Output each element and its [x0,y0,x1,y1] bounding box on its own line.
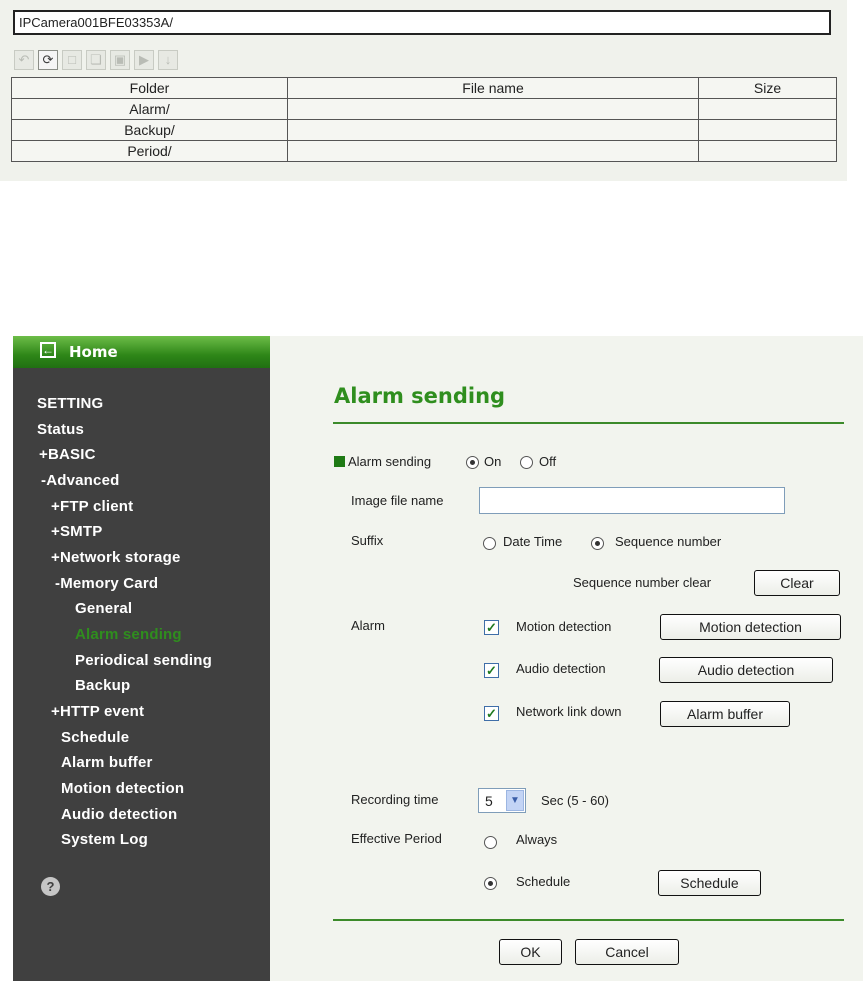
bottom-divider [333,919,844,921]
folder-cell[interactable]: Period/ [12,141,288,162]
alarm-sending-label: Alarm sending [348,454,432,469]
recording-time-value: 5 [485,793,493,809]
alarm-buffer-button[interactable]: Alarm buffer [660,701,790,727]
recording-time-select[interactable] [478,788,526,813]
file-table [11,77,837,162]
cancel-button[interactable]: Cancel [575,939,679,965]
suffix-label: Suffix [351,533,384,548]
section-marker-icon [334,456,345,467]
audio-detection-button[interactable]: Audio detection [659,657,833,683]
home-label: Home [69,343,118,361]
effective-period-schedule-radio[interactable] [484,877,497,890]
sidebar-item-basic[interactable]: +BASIC [39,446,96,463]
back-icon[interactable]: ↶ [14,50,34,70]
file-browser-panel [0,0,847,181]
download-icon[interactable]: ↓ [158,50,178,70]
sidebar [13,336,270,981]
suffix-date-time-radio[interactable] [483,537,496,550]
sidebar-item-advanced[interactable]: -Advanced [41,472,120,489]
sidebar-item-smtp[interactable]: +SMTP [51,523,103,540]
sidebar-item-network-storage[interactable]: +Network storage [51,549,181,566]
size-cell [699,141,837,162]
chevron-down-icon[interactable]: ▼ [506,790,524,811]
path-field[interactable]: IPCamera001BFE03353A/ [13,10,831,35]
sidebar-item-system-log[interactable]: System Log [61,831,149,848]
network-link-down-checkbox[interactable]: ✓ [484,706,499,721]
effective-period-always-label: Always [516,832,558,847]
table-row[interactable] [12,141,837,162]
effective-period-label: Effective Period [351,831,442,846]
sidebar-item-audio-detection[interactable]: Audio detection [61,806,178,823]
audio-detection-check-label: Audio detection [516,661,606,676]
help-icon[interactable]: ? [41,877,60,896]
page-title: Alarm sending [334,384,506,408]
sidebar-item-general[interactable]: General [75,600,133,617]
ok-button[interactable]: OK [499,939,562,965]
image-file-name-input[interactable] [479,487,785,514]
sidebar-item-memory-card[interactable]: -Memory Card [55,575,159,592]
home-link[interactable] [13,336,270,368]
network-link-down-check-label: Network link down [516,704,622,719]
sidebar-item-ftp-client[interactable]: +FTP client [51,498,134,515]
sidebar-item-http-event[interactable]: +HTTP event [51,703,145,720]
folder-cell[interactable]: Backup/ [12,120,288,141]
sidebar-item-schedule[interactable]: Schedule [61,729,130,746]
sidebar-item-setting: SETTING [37,395,104,412]
alarm-sending-off-radio[interactable] [520,456,533,469]
column-file-name: File name [288,78,699,99]
file-name-cell [288,99,699,120]
alarm-sending-on-radio[interactable] [466,456,479,469]
sidebar-item-alarm-buffer[interactable]: Alarm buffer [61,754,153,771]
file-name-cell [288,120,699,141]
suffix-date-time-label: Date Time [503,534,563,549]
schedule-button[interactable]: Schedule [658,870,761,896]
home-arrow-icon: ← [42,343,54,357]
settings-page [13,336,863,981]
table-header-row [12,78,837,99]
delete-icon[interactable]: □ [62,50,82,70]
effective-period-schedule-label: Schedule [516,874,571,889]
column-folder: Folder [12,78,288,99]
recording-time-label: Recording time [351,792,439,807]
column-size: Size [699,78,837,99]
sidebar-item-backup[interactable]: Backup [75,677,131,694]
alarm-sending-on-label: On [484,454,502,469]
motion-detection-button[interactable]: Motion detection [660,614,841,640]
sidebar-item-periodical-sending[interactable]: Periodical sending [75,652,212,669]
size-cell [699,120,837,141]
play-icon[interactable]: ▶ [134,50,154,70]
title-divider [333,422,844,424]
recording-time-unit: Sec (5 - 60) [541,793,609,808]
alarm-sending-off-label: Off [539,454,557,469]
sidebar-item-status[interactable]: Status [37,421,85,438]
main-content [270,336,863,981]
motion-detection-checkbox[interactable]: ✓ [484,620,499,635]
copy-icon[interactable]: ❏ [86,50,106,70]
table-row[interactable] [12,99,837,120]
audio-detection-checkbox[interactable]: ✓ [484,663,499,678]
move-icon[interactable]: ▣ [110,50,130,70]
file-toolbar [14,50,178,74]
table-row[interactable] [12,120,837,141]
suffix-sequence-number-radio[interactable] [591,537,604,550]
alarm-label: Alarm [351,618,385,633]
sidebar-item-alarm-sending[interactable]: Alarm sending [75,626,182,643]
folder-cell[interactable]: Alarm/ [12,99,288,120]
clear-button[interactable]: Clear [754,570,840,596]
suffix-sequence-number-label: Sequence number [615,534,722,549]
file-name-cell [288,141,699,162]
sidebar-item-motion-detection[interactable]: Motion detection [61,780,185,797]
sequence-clear-label: Sequence number clear [573,575,712,590]
image-file-name-label: Image file name [351,493,444,508]
effective-period-always-radio[interactable] [484,836,497,849]
size-cell [699,99,837,120]
motion-detection-check-label: Motion detection [516,619,612,634]
refresh-icon[interactable]: ⟳ [38,50,58,70]
